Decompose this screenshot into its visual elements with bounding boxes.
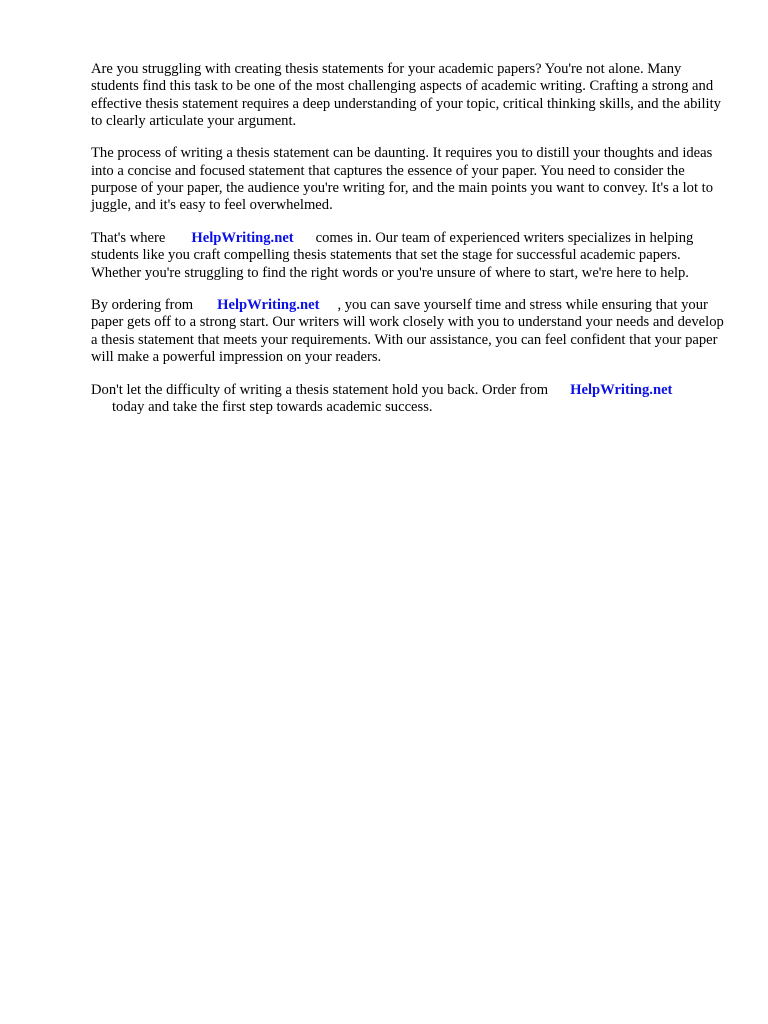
paragraph-thats-where (91, 230, 731, 282)
paragraph-process (91, 145, 731, 214)
paragraph-thats-where-tail: comes in. Our team of experienced writers specializes in helping students like you craft compelling thesis statements that set the stage for successful academic papers. Whether you're struggling to find the right words or you're unsure of where to start, we're here to help. (91, 229, 694, 281)
document-body (91, 61, 731, 432)
paragraph-intro-text: Are you struggling with creating thesis statements for your academic papers? You're not alone. Many students find this task to be one of the most challenging aspects of academic writing. Crafting a strong and effective thesis statement requires a deep understanding of your topic, critical thinking skills, and the ability to clearly articulate your argument. (91, 61, 721, 129)
paragraph-ordering (91, 297, 731, 366)
paragraph-thats-where-lead: That's where (91, 229, 166, 246)
helpwriting-link-2[interactable]: HelpWriting.net (217, 297, 320, 314)
paragraph-closing (91, 382, 731, 417)
paragraph-process-text: The process of writing a thesis statement can be daunting. It requires you to distill your thoughts and ideas into a concise and focused statement that captures the essence of your paper. You need to consider the purpose of your paper, the audience you're writing for, and the main points you want to convey. It's a lot to juggle, and it's easy to feel overwhelmed. (91, 145, 714, 214)
paragraph-ordering-lead: By ordering from (91, 297, 194, 314)
paragraph-closing-lead: Don't let the difficulty of writing a thesis statement hold you back. Order from (91, 381, 549, 398)
paragraph-ordering-tail: , you can save yourself time and stress while ensuring that your paper gets off to a strong start. Our writers will work closely with you to understand your needs and develop a thesis statement that meets your requirements. With our assistance, you can feel confident that your paper will make a powerful impression on your readers. (91, 297, 724, 366)
helpwriting-link-3[interactable]: HelpWriting.net (570, 381, 673, 398)
helpwriting-link-1[interactable]: HelpWriting.net (191, 229, 294, 246)
paragraph-closing-tail: today and take the first step towards academic success. (112, 398, 433, 415)
paragraph-intro (91, 61, 731, 130)
